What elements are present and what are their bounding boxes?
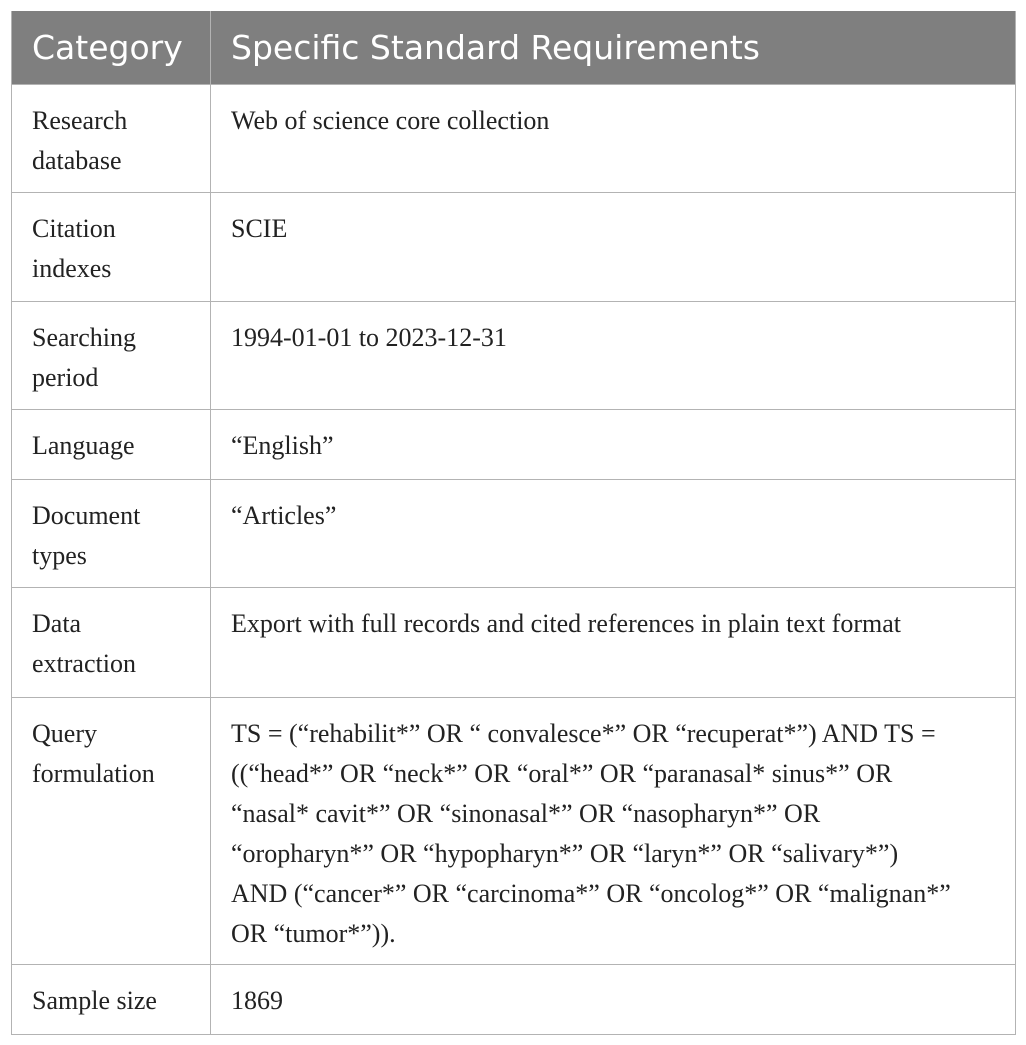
header-category: Category — [12, 11, 211, 84]
value-cell: “English” — [211, 409, 1016, 479]
table-header — [12, 11, 1016, 84]
value-cell: Export with full records and cited references in plain text format — [211, 587, 1016, 697]
table-row — [12, 479, 1016, 587]
value-cell: SCIE — [211, 192, 1016, 301]
header-row — [12, 11, 1016, 84]
value-cell: 1994-01-01 to 2023-12-31 — [211, 301, 1016, 409]
category-cell: Language — [12, 409, 211, 479]
category-cell: Data extraction — [12, 587, 211, 697]
category-cell: Citation indexes — [12, 192, 211, 301]
header-requirements: Specific Standard Requirements — [211, 11, 1016, 84]
category-cell: Sample size — [12, 964, 211, 1034]
value-cell: TS = (“rehabilit*” OR “ convalesce*” OR “recuperat*”) AND TS = ((“head*” OR “neck*” OR “oral*” OR “paranasal* sinus*” OR “nasal* cavit*” OR “sinonasal*” OR “nasopharyn*” OR “oropharyn*” OR “hypopharyn*” OR “laryn*” OR “salivary*”) AND (“cancer*” OR “carcinoma*” OR “oncolog*” OR “malignan*” OR “tumor*”)). — [211, 697, 1016, 964]
value-cell: “Articles” — [211, 479, 1016, 587]
table-row — [12, 301, 1016, 409]
table-body — [12, 84, 1016, 1034]
category-cell: Query formulation — [12, 697, 211, 964]
category-cell: Searching period — [12, 301, 211, 409]
table-row — [12, 587, 1016, 697]
search-criteria-table-container — [11, 11, 1015, 1035]
table-row — [12, 697, 1016, 964]
value-cell: 1869 — [211, 964, 1016, 1034]
category-cell: Document types — [12, 479, 211, 587]
table-row — [12, 192, 1016, 301]
value-cell: Web of science core collection — [211, 84, 1016, 192]
table-row — [12, 964, 1016, 1034]
table-row — [12, 84, 1016, 192]
search-criteria-table — [11, 11, 1016, 1035]
table-row — [12, 409, 1016, 479]
category-cell: Research database — [12, 84, 211, 192]
